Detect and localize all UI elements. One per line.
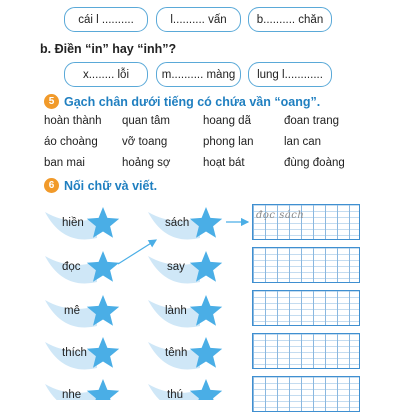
- left-word[interactable]: nhe: [62, 389, 82, 401]
- word-item[interactable]: ban mai: [44, 157, 85, 169]
- example-cursive-writing: đọc sách: [256, 210, 305, 221]
- left-word[interactable]: đọc: [62, 261, 81, 273]
- exercise-number-badge: 6: [44, 178, 59, 193]
- word-item[interactable]: áo choàng: [44, 136, 98, 148]
- word-item[interactable]: đùng đoàng: [284, 157, 345, 169]
- connect-arrow: [118, 240, 156, 264]
- word-item[interactable]: hoạt bát: [203, 157, 245, 169]
- right-word[interactable]: lành: [165, 305, 187, 317]
- right-word[interactable]: thú: [167, 389, 183, 401]
- word-item[interactable]: lan can: [284, 136, 322, 148]
- exercise-6-title: Nối chữ và viết.: [64, 178, 158, 193]
- word-item[interactable]: vỡ toang: [122, 136, 168, 148]
- blank-pill[interactable]: l.......... vấn: [156, 7, 241, 32]
- blank-pill[interactable]: x........ lỗi: [64, 62, 148, 87]
- exercise-number-badge: 5: [44, 94, 59, 109]
- exercise-5-title: Gạch chân dưới tiếng có chứa vần “oang”.: [64, 94, 321, 109]
- blank-pill[interactable]: b.......... chăn: [248, 7, 332, 32]
- word-item[interactable]: đoan trang: [284, 115, 339, 127]
- right-word[interactable]: tênh: [165, 347, 188, 359]
- blank-pill[interactable]: lung l............: [248, 62, 332, 87]
- word-item[interactable]: phong lan: [203, 136, 254, 148]
- left-word[interactable]: mê: [64, 305, 80, 317]
- blank-pill[interactable]: m.......... màng: [156, 62, 241, 87]
- left-word[interactable]: thích: [62, 347, 87, 359]
- right-word[interactable]: say: [167, 261, 185, 273]
- left-word[interactable]: hiền: [62, 217, 84, 229]
- writing-grid[interactable]: [252, 376, 360, 412]
- section-b-heading: b. Điền “in” hay “inh”?: [40, 42, 177, 56]
- writing-grid[interactable]: [252, 247, 360, 283]
- word-item[interactable]: quan tâm: [122, 115, 170, 127]
- word-item[interactable]: hoang dã: [203, 115, 251, 127]
- writing-grid[interactable]: [252, 290, 360, 326]
- word-item[interactable]: hoảng sợ: [122, 157, 171, 169]
- writing-grid[interactable]: [252, 333, 360, 369]
- word-item[interactable]: hoàn thành: [44, 115, 102, 127]
- right-word[interactable]: sách: [165, 217, 190, 229]
- blank-pill[interactable]: cái l ..........: [64, 7, 148, 32]
